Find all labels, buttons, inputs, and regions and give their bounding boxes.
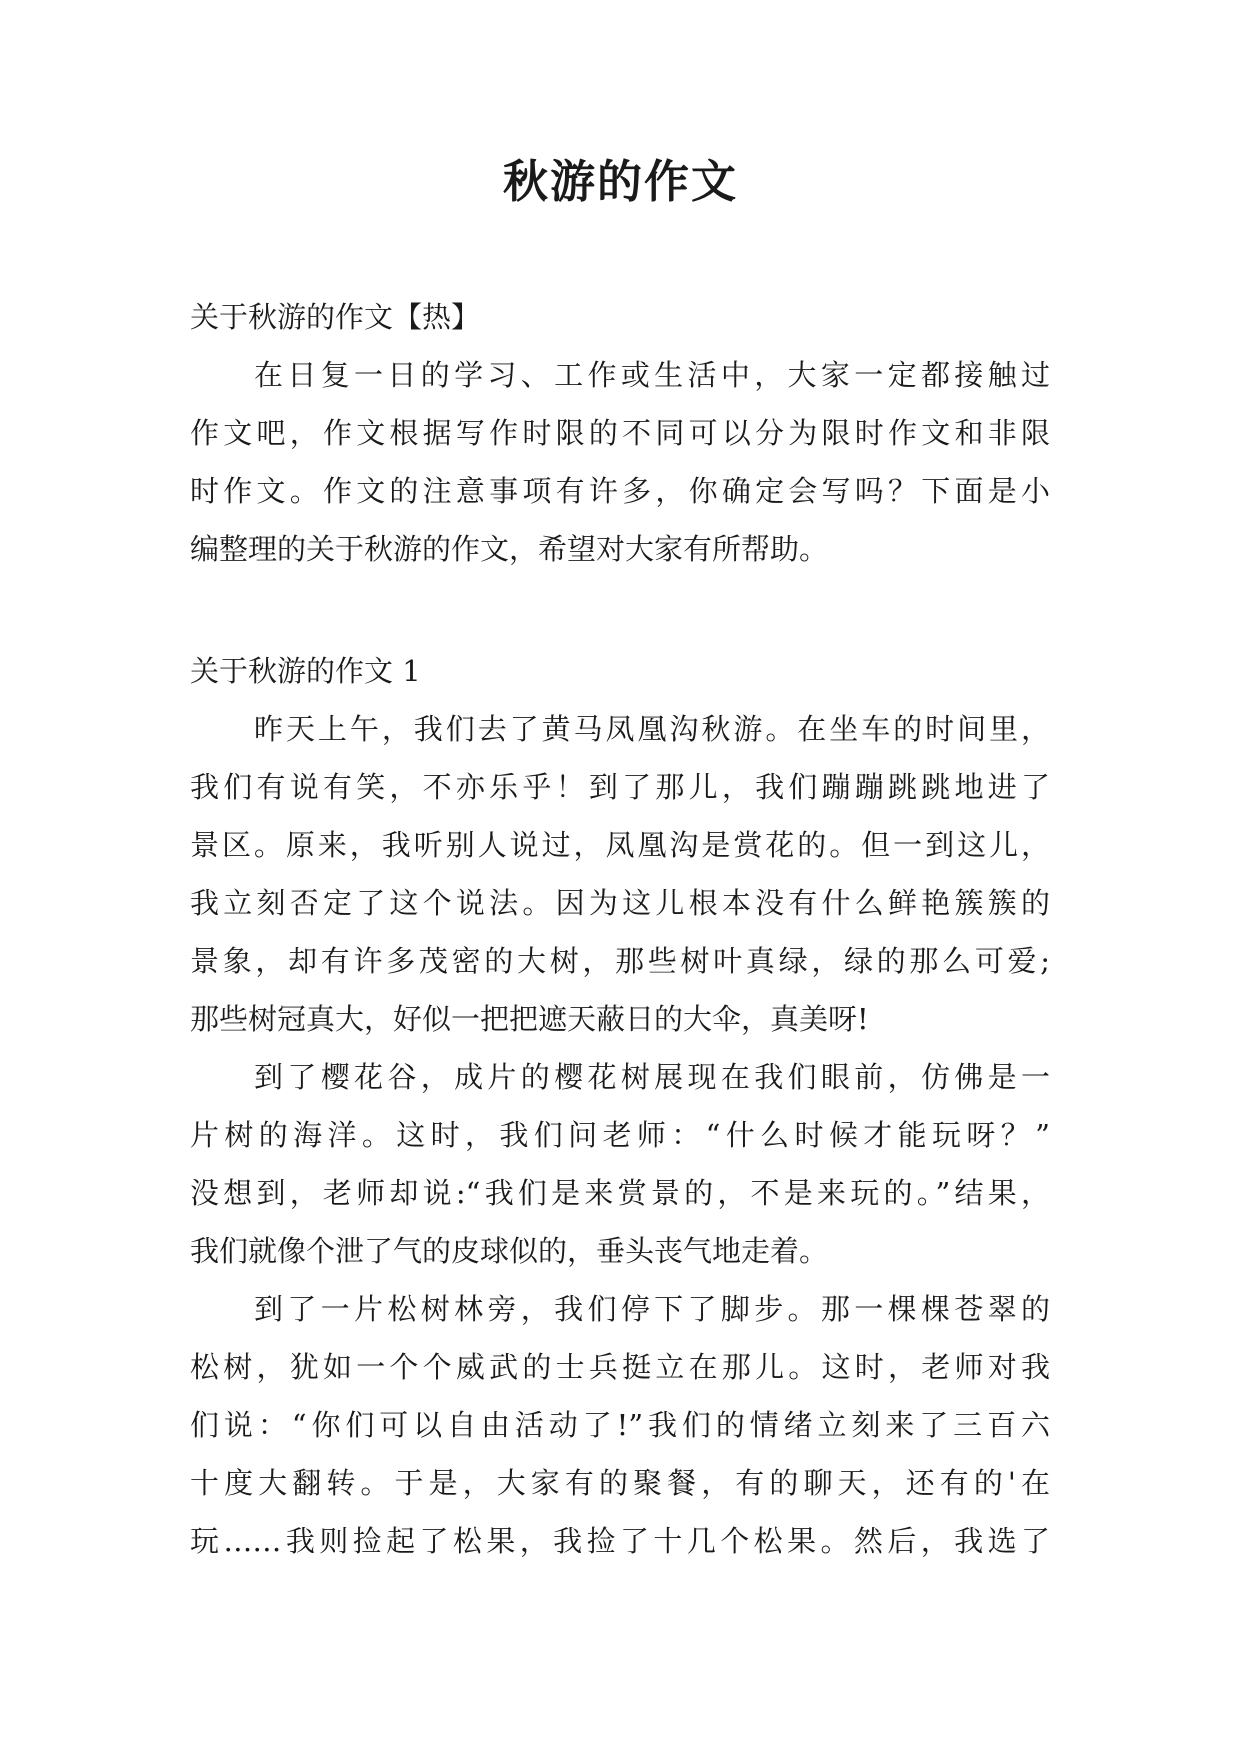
paragraph-line: 昨天上午，我们去了黄马凤凰沟秋游。在坐车的时间里， (254, 712, 1050, 746)
paragraph-line: 片树的海洋。这时，我们问老师：“什么时候才能玩呀？” (190, 1118, 1050, 1152)
paragraph-line: 十度大翻转。于是，大家有的聚餐，有的聊天，还有的'在 (190, 1466, 1050, 1500)
paragraph-line: 在日复一日的学习、工作或生活中，大家一定都接触过 (254, 358, 1050, 392)
essay-paragraph-2 (190, 1048, 1050, 1280)
paragraph-line: 景象，却有许多茂密的大树，那些树叶真绿，绿的那么可爱; (190, 944, 1050, 978)
paragraph-line: 我们就像个泄了气的皮球似的，垂头丧气地走着。 (190, 1234, 829, 1268)
essay-heading: 关于秋游的作文 1 (190, 654, 421, 688)
paragraph-line: 我们有说有笑，不亦乐乎！到了那儿，我们蹦蹦跳跳地进了 (190, 770, 1050, 804)
paragraph-line: 那些树冠真大，好似一把把遮天蔽日的大伞，真美呀! (190, 1002, 869, 1036)
paragraph-line: 没想到，老师却说:“我们是来赏景的，不是来玩的。”结果， (190, 1176, 1050, 1210)
paragraph-line: 时作文。作文的注意事项有许多，你确定会写吗？下面是小 (190, 474, 1050, 508)
paragraph-line: 景区。原来，我听别人说过，凤凰沟是赏花的。但一到这儿， (190, 828, 1050, 862)
essay-paragraph-3 (190, 1280, 1050, 1570)
paragraph-line: 玩……我则捡起了松果，我捡了十几个松果。然后，我选了 (190, 1524, 1050, 1558)
paragraph-line: 到了一片松树林旁，我们停下了脚步。那一棵棵苍翠的 (254, 1292, 1050, 1326)
intro-heading: 关于秋游的作文【热】 (190, 300, 481, 334)
paragraph-line: 到了樱花谷，成片的樱花树展现在我们眼前，仿佛是一 (254, 1060, 1050, 1094)
essay-paragraph-1 (190, 700, 1050, 1048)
paragraph-line: 作文吧，作文根据写作时限的不同可以分为限时作文和非限 (190, 416, 1050, 450)
paragraph-line: 松树，犹如一个个威武的士兵挺立在那儿。这时，老师对我 (190, 1350, 1050, 1384)
section-gap (190, 578, 1050, 642)
document-body (190, 288, 1050, 1570)
paragraph-line: 我立刻否定了这个说法。因为这儿根本没有什么鲜艳簇簇的 (190, 886, 1050, 920)
paragraph-line: 们说：“你们可以自由活动了!”我们的情绪立刻来了三百六 (190, 1408, 1050, 1442)
intro-paragraph (190, 346, 1050, 578)
paragraph-line: 编整理的关于秋游的作文，希望对大家有所帮助。 (190, 532, 829, 566)
document-title: 秋游的作文 (502, 155, 738, 208)
